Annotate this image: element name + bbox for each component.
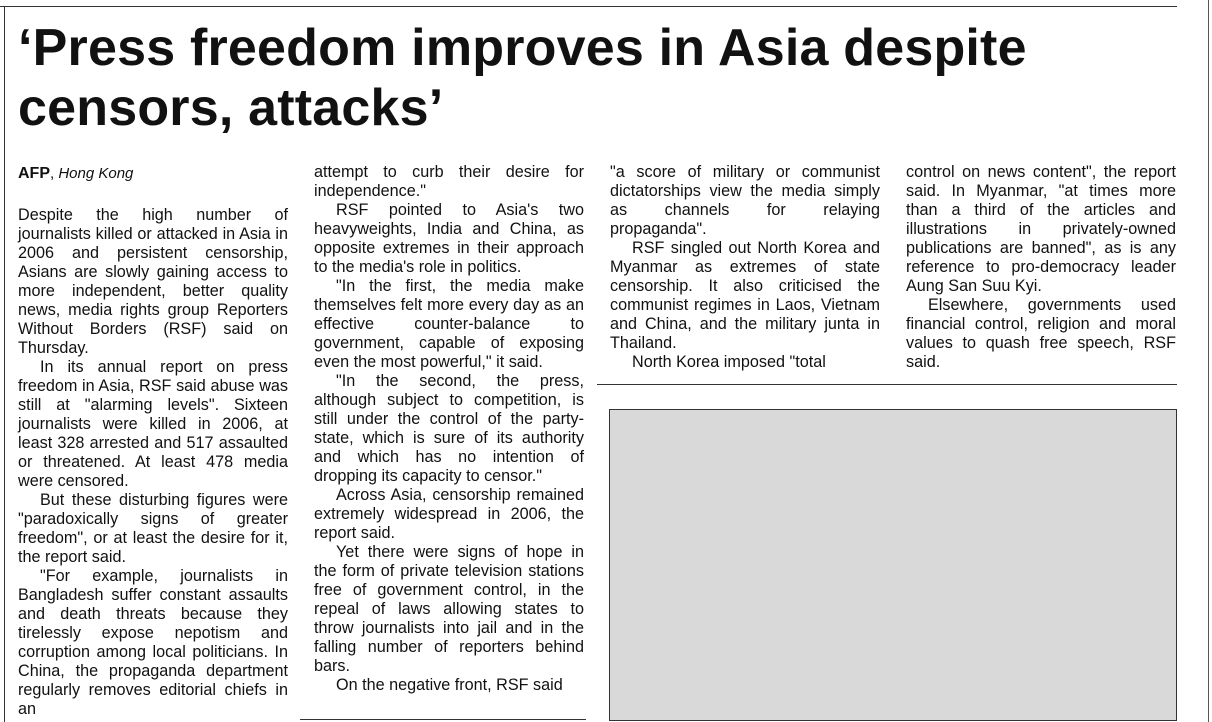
paragraph-10-end: "a score of military or communist dictatorships view the media simply as channels for relaying propaganda".	[610, 163, 880, 238]
headline-line-2: censors, attacks’	[18, 79, 444, 137]
byline-agency: AFP	[18, 165, 50, 182]
headline-line-1: ‘Press freedom improves in Asia despite	[18, 19, 1027, 77]
left-rule	[4, 6, 5, 722]
paragraph-4-start: "For example, journalists in Bangladesh suffer constant assaults and death threats because they tirelessly expose nepotism and corruption among local politicians. In China, the propaganda department regularly removes editorial chiefs in an	[18, 567, 288, 718]
photo-placeholder	[609, 409, 1177, 721]
paragraph-3: But these disturbing figures were "paradoxically signs of greater freedom", or at least the desire for it, the report said.	[18, 491, 288, 566]
paragraph-2: In its annual report on press freedom in Asia, RSF said abuse was still at "alarming levels". Sixteen journalists were killed in 2006, at least 328 arrested and 517 assaulted or threatened. At least 478 media were censored.	[18, 358, 288, 490]
paragraph-4-end: attempt to curb their desire for independence."	[314, 163, 584, 200]
article-column-3	[610, 163, 880, 372]
paragraph-12-end: control on news content", the report said. In Myanmar, "at times more than a third of the articles and illustrations in privately-owned publications are banned", as is any reference to pro-democracy leader Aung San Suu Kyi.	[906, 163, 1176, 295]
article-column-1	[18, 163, 288, 719]
right-rule	[1208, 0, 1209, 722]
byline-location: Hong Kong	[58, 165, 134, 182]
column-divider-rule	[597, 384, 1177, 385]
paragraph-6: "In the first, the media make themselves felt more every day as an effective counter-balance to government, capable of exposing even the most powerful," it said.	[314, 277, 584, 371]
paragraph-5: RSF pointed to Asia's two heavyweights, India and China, as opposite extremes in their approach to the media's role in politics.	[314, 201, 584, 276]
paragraph-11: RSF singled out North Korea and Myanmar as extremes of state censorship. It also criticised the communist regimes in Laos, Vietnam and China, and the military junta in Thailand.	[610, 239, 880, 352]
top-rule	[0, 6, 1177, 7]
article-column-4	[906, 163, 1176, 372]
paragraph-8: Across Asia, censorship remained extremely widespread in 2006, the report said.	[314, 486, 584, 542]
bottom-column-rule	[300, 719, 586, 720]
paragraph-1: Despite the high number of journalists killed or attacked in Asia in 2006 and persistent censorship, Asians are slowly gaining access to more independent, better quality news, media rights group Reporters Without Borders (RSF) said on Thursday.	[18, 206, 288, 357]
headline	[18, 18, 1178, 138]
paragraph-9: Yet there were signs of hope in the form of private television stations free of government control, in the repeal of laws allowing states to throw journalists into jail and in the falling number of reporters behind bars.	[314, 543, 584, 675]
paragraph-7: "In the second, the press, although subject to competition, is still under the control of the party-state, which is sure of its authority and which has no intention of dropping its capacity to censor."	[314, 372, 584, 485]
paragraph-10-start: On the negative front, RSF said	[336, 676, 563, 694]
article-column-2	[314, 163, 584, 695]
byline: AFP, Hong Kong	[18, 165, 134, 182]
paragraph-13: Elsewhere, governments used financial control, religion and moral values to quash free speech, RSF said.	[906, 296, 1176, 371]
paragraph-12-start: North Korea imposed "total	[632, 353, 826, 371]
